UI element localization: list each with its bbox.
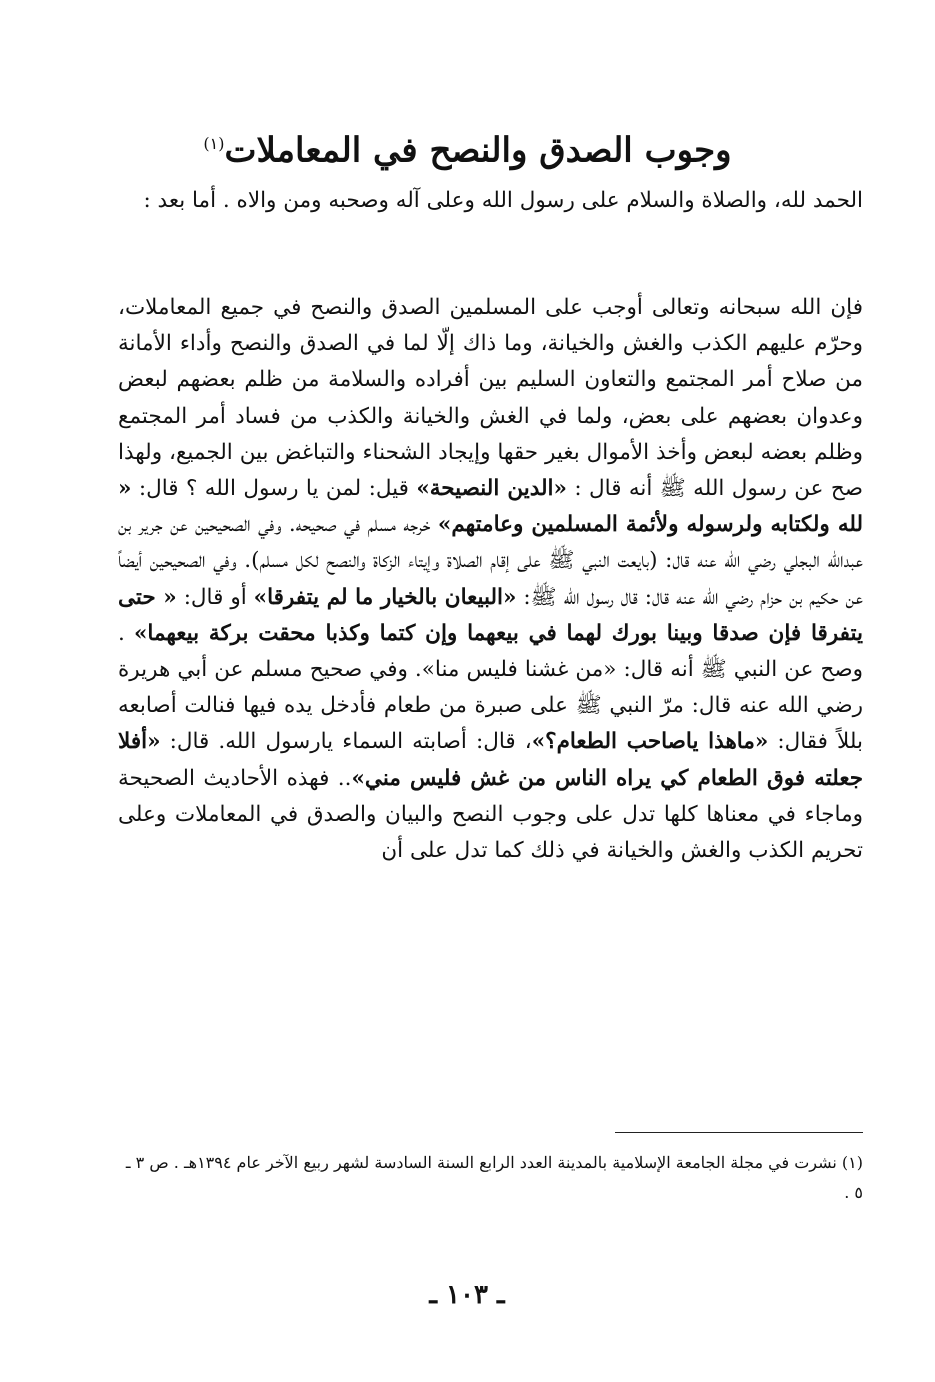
body-segment-3: خرجه مسلم في صحيحه. وفي الصحيحين عن جرير بن عبدالله البجلي رضي الله عنه قال: (بايعت النبي ﷺ على إقام الصلاة وإيتاء الزكاة والنصح لكل مسلم). وفي الصحيحين أيضاً عن حكيم بن حزام رضي الله عنه قال: قال رسول الله ﷺ:	[118, 512, 864, 610]
body-text-container	[118, 290, 863, 869]
hadith-quote-3: «البيعان بالخيار ما لم يتفرقا»	[253, 584, 517, 610]
intro-text: الحمد لله، والصلاة والسلام على رسول الله وعلى آله وصحبه ومن والاه . أما بعد :	[143, 188, 863, 213]
page-number: ـ ١٠٣ ـ	[429, 1280, 505, 1310]
hadith-quote-2: « لله ولكتابه ولرسوله ولأئمة المسلمين وعامتهم»	[118, 476, 864, 538]
body-segment-1: فإن الله سبحانه وتعالى أوجب على المسلمين الصدق والنصح في جميع المعاملات، وحرّم عليهم الكذب والغش والخيانة، وما ذاك إلّا لما في الصدق والنصح وأداء الأمانة من صلاح أمر المجتمع والتعاون السليم بين أفراده والسلامة من ظلم بعضهم لبعض وعدوان بعضهم على بعض، ولما في الغش والخيانة والكذب من فساد أمر المجتمع وظلم بعضه لبعض وأخذ الأموال بغير حقها وإيجاد الشحناء والتباغض بين الجميع، ولهذا صح عن رسول الله ﷺ أنه قال :	[118, 295, 864, 502]
footnote-divider	[615, 1132, 863, 1133]
title-footnote-marker: (١)	[203, 134, 225, 153]
hadith-quote-1: «الدين النصيحة»	[416, 476, 567, 502]
body-segment-2: قيل: لمن يا رسول الله ؟ قال:	[138, 476, 409, 502]
hadith-quote-4: « حتى يتفرقا فإن صدقا وبينا بورك لهما في بيعهما وإن كتما وكذبا محقت بركة بيعهما»	[118, 584, 863, 646]
body-segment-6: ، قال: أصابته السماء يارسول الله. قال:	[169, 729, 532, 755]
title-text: وجوب الصدق والنصح في المعاملات	[224, 130, 732, 171]
body-segment-4: أو قال:	[183, 584, 247, 610]
body-segment-7: .. فهذه الأحاديث الصحيحة وماجاء في معناها كلها تدل على وجوب النصح والبيان والصدق في المعاملات وعلى تحريم الكذب والغش والخيانة في ذلك كما تدل على أن	[118, 765, 863, 864]
footnote: (١) نشرت في مجلة الجامعة الإسلامية بالمدينة العدد الرابع السنة السادسة لشهر ربيع الآخر عام ١٣٩٤هـ . ص ٣ ـ ٥ .	[125, 1153, 863, 1202]
body-segment-5: . وصح عن النبي ﷺ أنه قال: «من غشنا فليس منا». وفي صحيح مسلم عن أبي هريرة رضي الله عنه قال: مرّ النبي ﷺ على صبرة من طعام فأدخل يده فيها فنالت أصابعه بللاً فقال:	[118, 620, 863, 755]
body-paragraph	[118, 290, 863, 869]
page-title	[60, 118, 875, 176]
intro-paragraph	[118, 183, 863, 219]
hadith-quote-6: «أفلا جعلته فوق الطعام كي يراه الناس من غش فليس مني»	[118, 729, 863, 791]
hadith-quote-5: «ماهذا ياصاحب الطعام؟»	[531, 729, 769, 755]
